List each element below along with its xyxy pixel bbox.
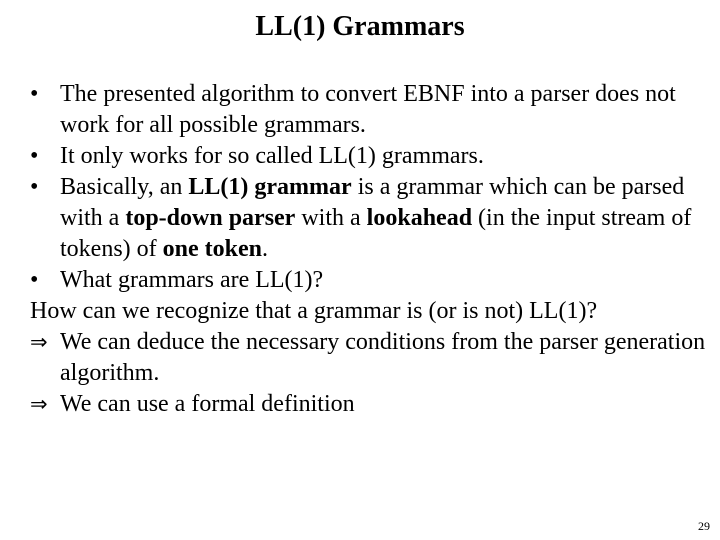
bullet-dot-icon: • — [30, 174, 39, 200]
bullet-item — [30, 265, 710, 296]
text-run: with a — [295, 205, 367, 231]
slide-content — [30, 79, 710, 420]
bullet-text: What grammars are LL(1)? — [60, 267, 324, 293]
term-ll1-grammar: LL(1) grammar — [188, 174, 352, 200]
bullet-item — [30, 172, 710, 265]
bullet-text: The presented algorithm to convert EBNF into a parser does not work for all possible grammars. — [60, 81, 676, 138]
implication-item — [30, 389, 710, 420]
text-run: Basically, an — [60, 174, 189, 200]
bullet-text — [60, 174, 691, 262]
text-run: is a grammar which can be parsed with a — [60, 174, 685, 231]
term-top-down-parser: top-down parser — [125, 205, 296, 231]
text-run: (in the input stream of tokens) of — [60, 205, 692, 262]
bullet-dot-icon: • — [30, 267, 39, 293]
slide-title: LL(1) Grammars — [255, 11, 465, 42]
implies-arrow-icon: ⇒ — [30, 330, 48, 354]
implication-text: We can deduce the necessary conditions from the parser generation algorithm. — [60, 329, 706, 386]
implies-arrow-icon: ⇒ — [30, 392, 48, 416]
implication-item — [30, 327, 710, 389]
term-lookahead: lookahead — [366, 205, 473, 231]
bullet-item — [30, 141, 710, 172]
bullet-item — [30, 79, 710, 141]
text-run: . — [262, 236, 268, 262]
bullet-dot-icon: • — [30, 143, 39, 169]
page-number: 29 — [698, 519, 710, 533]
term-one-token: one token — [162, 236, 262, 262]
bullet-dot-icon: • — [30, 81, 39, 107]
implication-text: We can use a formal definition — [60, 391, 355, 417]
bullet-text: It only works for so called LL(1) grammars. — [60, 143, 484, 169]
question-line: How can we recognize that a grammar is (or is not) LL(1)? — [30, 298, 598, 324]
